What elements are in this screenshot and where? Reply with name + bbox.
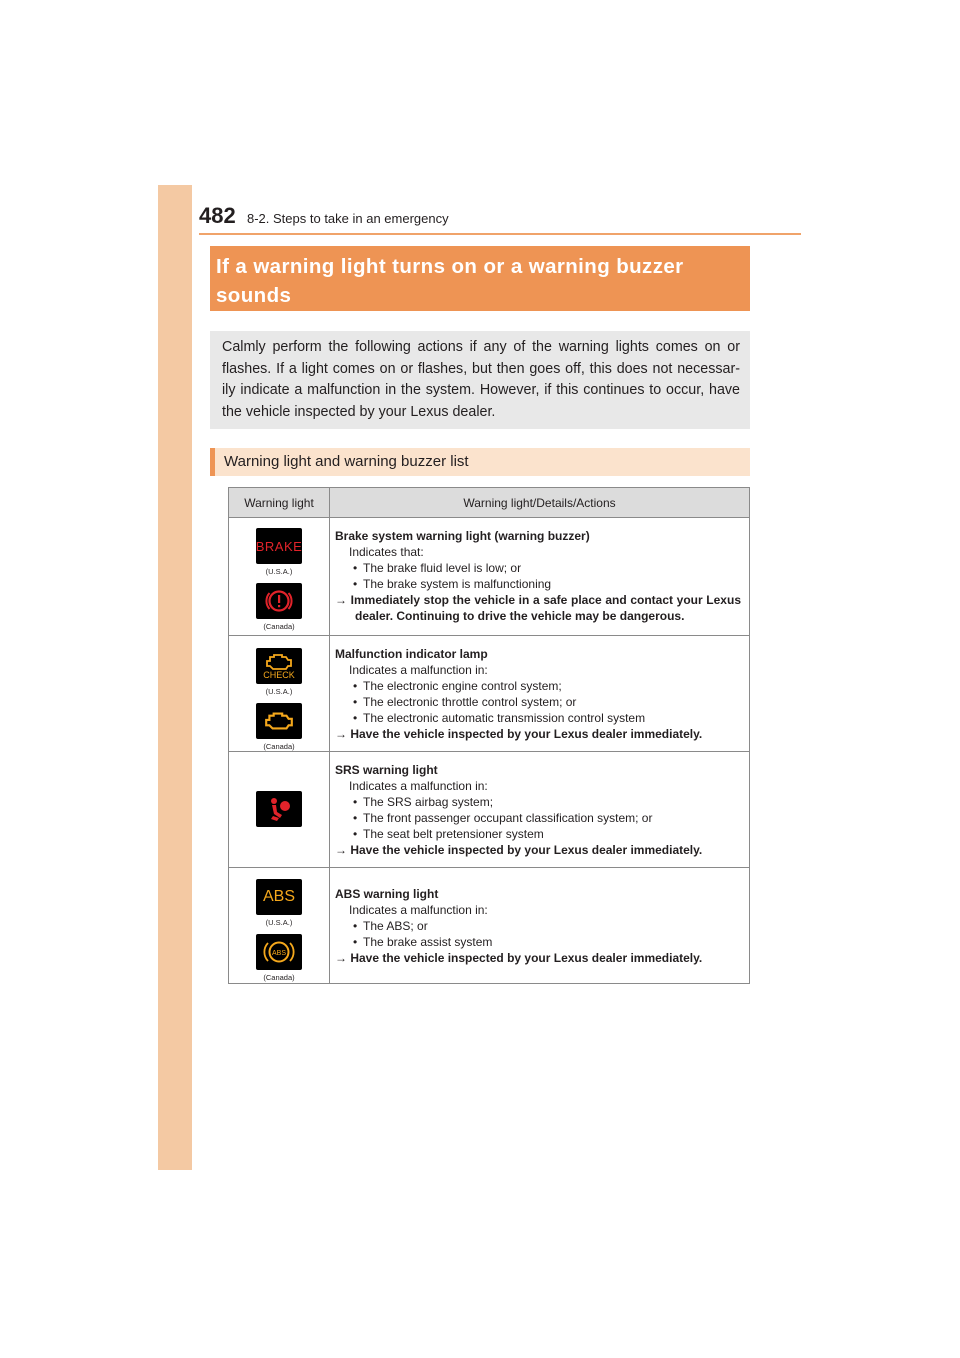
icon-caption: (U.S.A.) xyxy=(265,687,293,696)
side-tab-bar xyxy=(158,185,192,1170)
subheading-box xyxy=(210,448,750,476)
brake-circle-icon xyxy=(256,583,302,619)
intro-box xyxy=(210,331,750,429)
icon-caption: (U.S.A.) xyxy=(265,917,293,927)
subheading: Warning light and warning buzzer list xyxy=(224,453,469,470)
details-line: Indicates a malfunction in: xyxy=(349,663,488,678)
chapter-title: 8-2. Steps to take in an emergency xyxy=(247,211,449,226)
warning-icons-cell xyxy=(229,752,330,868)
icon-caption: (Canada) xyxy=(263,972,295,982)
details-line: Indicates a malfunction in: xyxy=(349,779,488,794)
warning-light-table xyxy=(228,487,750,984)
bullet-item: • The seat belt pretensioner system xyxy=(353,827,544,842)
bullet-item: • The electronic throttle control system; or xyxy=(353,695,577,710)
column-header-details: Warning light/Details/Actions xyxy=(330,488,750,518)
icon-caption: (Canada) xyxy=(263,742,295,751)
svg-text:ABS: ABS xyxy=(271,949,287,957)
warning-title: Brake system warning light (warning buzzer) xyxy=(335,529,590,543)
bullet-item: • The brake system is malfunctioning xyxy=(353,577,552,592)
action-text: → Have the vehicle inspected by your Lexus dealer immediately. xyxy=(335,950,703,965)
details-cell xyxy=(330,518,750,636)
intro-text: Calmly perform the following actions if any of the warning lights comes on or flashes. If a light comes on or flashes, but then goes off, this does not necessar-ily indicate a malfunction in the system. However, if this continues to occur, have the vehicle inspected by your Lexus dealer. xyxy=(222,339,740,420)
table-row xyxy=(229,636,750,752)
abs-circle-icon xyxy=(256,934,302,970)
action-text: → Immediately stop the vehicle in a safe place and contact your Lexus dealer. Continuing to drive the vehicle may be dangerous. xyxy=(335,593,741,624)
table-header-row xyxy=(229,488,750,518)
details-cell xyxy=(330,636,750,752)
warning-title: SRS warning light xyxy=(335,763,438,777)
bullet-item: • The brake assist system xyxy=(353,934,493,949)
details-cell xyxy=(330,752,750,868)
engine-icon xyxy=(256,703,302,739)
icon-caption: (U.S.A.) xyxy=(265,567,293,576)
table-row xyxy=(229,752,750,868)
warning-icons-cell xyxy=(229,867,330,983)
icon-caption: (Canada) xyxy=(263,622,295,631)
table-row xyxy=(229,867,750,983)
section-title: If a warning light turns on or a warning buzzer sounds xyxy=(216,255,684,307)
action-text: → Have the vehicle inspected by your Lexus dealer immediately. xyxy=(335,727,703,742)
srs-airbag-icon xyxy=(256,791,302,827)
table-row xyxy=(229,518,750,636)
bullet-item: • The front passenger occupant classification system; or xyxy=(353,811,653,826)
bullet-item: • The SRS airbag system; xyxy=(353,795,494,810)
section-title-box xyxy=(210,246,750,311)
details-line: Indicates a malfunction in: xyxy=(349,902,488,917)
page-number: 482 xyxy=(199,203,236,228)
action-text: → Have the vehicle inspected by your Lexus dealer immediately. xyxy=(335,843,703,858)
bullet-item: • The brake fluid level is low; or xyxy=(353,561,522,576)
page-header xyxy=(199,203,801,235)
details-line: Indicates that: xyxy=(349,545,424,560)
warning-icons-cell xyxy=(229,518,330,636)
check-engine-icon: CHECK xyxy=(256,648,302,684)
details-cell xyxy=(330,867,750,983)
column-header-warning-light: Warning light xyxy=(229,488,330,518)
bullet-item: • The electronic automatic transmission control system xyxy=(353,711,646,726)
warning-icons-cell xyxy=(229,636,330,752)
warning-title: Malfunction indicator lamp xyxy=(335,647,488,661)
bullet-item: • The electronic engine control system; xyxy=(353,679,562,694)
warning-title: ABS warning light xyxy=(335,886,439,901)
abs-icon: ABS xyxy=(256,879,302,915)
subheading-accent xyxy=(210,448,215,476)
brake-icon: BRAKE xyxy=(256,528,302,564)
bullet-item: • The ABS; or xyxy=(353,918,428,933)
